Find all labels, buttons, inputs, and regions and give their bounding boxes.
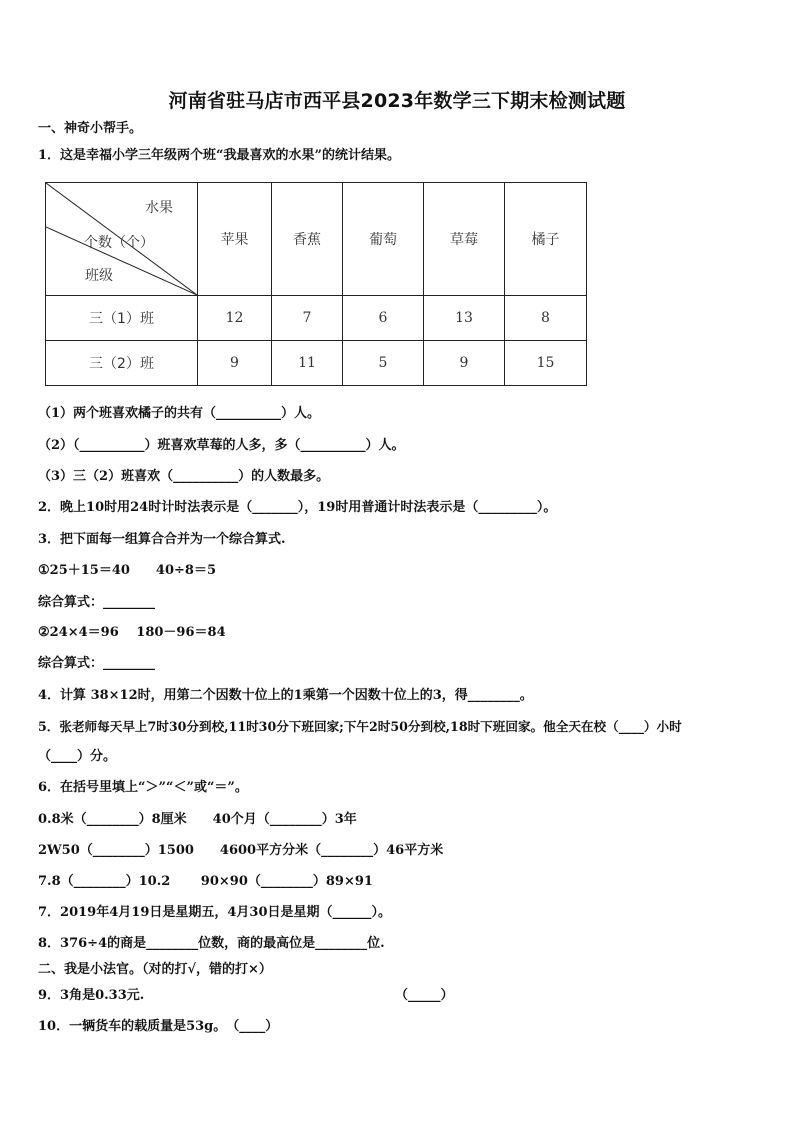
question-6-row-2: 2W50（________）1500 4600平方分米（________）46平方米 [38,843,444,858]
question-1-part-1: （1）两个班喜欢橘子的共有（__________）人。 [38,406,321,421]
table-cell: 6 [343,296,424,341]
question-10: 10．一辆货车的载质量是53g。 （____） [38,1019,279,1034]
question-9: 9．3角是0.33元. [38,988,145,1003]
table-cell: 12 [198,296,272,341]
column-header: 葡萄 [343,183,424,296]
question-9-answer-blank: （_____） [395,988,454,1003]
table-row [46,341,587,386]
table-cell: 9 [198,341,272,386]
question-3-stem: 3．把下面每一组算合合并为一个综合算式. [38,532,286,547]
question-1-stem: 1．这是幸福小学三年级两个班“我最喜欢的水果”的统计结果。 [38,148,401,163]
table-cell: 8 [505,296,587,341]
question-6-stem: 6．在括号里填上“＞”“＜”或“＝”。 [38,780,248,795]
column-header: 草莓 [424,183,505,296]
corner-class-label: 班级 [85,268,113,284]
question-7: 7．2019年4月19日是星期五，4月30日是星期（______）。 [38,905,391,920]
column-header: 苹果 [198,183,272,296]
question-2: 2．晚上10时用24时计时法表示是（_______），19时用普通计时法表示是（_________）。 [38,500,557,515]
column-header: 香蕉 [272,183,343,296]
question-1-part-3: （3）三（2）班喜欢（__________）的人数最多。 [38,469,330,484]
question-5-line-1: 5．张老师每天早上7时30分到校,11时30分下班回家;下午2时50分到校,18时下班回家。他全天在校（____）小时 [38,719,682,734]
question-3-group-2: ②24×4＝96 180－96＝84 [38,625,226,640]
table-corner-header [46,183,198,296]
corner-count-label: 个数（个） [84,235,154,251]
table-cell: 11 [272,341,343,386]
question-6-row-1: 0.8米（________）8厘米 40个月（________）3年 [38,812,357,827]
corner-fruit-label: 水果 [145,200,173,216]
column-header: 橘子 [505,183,587,296]
question-5-line-2: （____）分。 [38,749,117,764]
table-cell: 9 [424,341,505,386]
question-3-group-1: ①25＋15＝40 40÷8＝5 [38,563,217,578]
table-row [46,296,587,341]
row-label: 三（1）班 [46,296,198,341]
table-cell: 15 [505,341,587,386]
section-heading-1: 一、神奇小帮手。 [38,121,143,136]
question-4: 4．计算 38×12时，用第二个因数十位上的1乘第一个因数十位上的3，得________。 [38,688,533,703]
section-heading-2: 二、我是小法官。（对的打√，错的打×） [38,962,272,977]
question-1-part-2: （2）（__________）班喜欢草莓的人多，多（__________）人。 [38,438,405,453]
fruit-statistics-table [45,182,587,386]
table-cell: 5 [343,341,424,386]
question-3-answer-2: 综合算式：________ [38,656,156,671]
page-title: 河南省驻马店市西平县2023年数学三下期末检测试题 [168,90,626,112]
question-6-row-3: 7.8（________）10.2 90×90（________）89×91 [38,874,373,889]
table-cell: 7 [272,296,343,341]
table-cell: 13 [424,296,505,341]
question-8: 8．376÷4的商是________位数，商的最高位是________位. [38,936,385,951]
row-label: 三（2）班 [46,341,198,386]
question-3-answer-1: 综合算式：________ [38,595,156,610]
